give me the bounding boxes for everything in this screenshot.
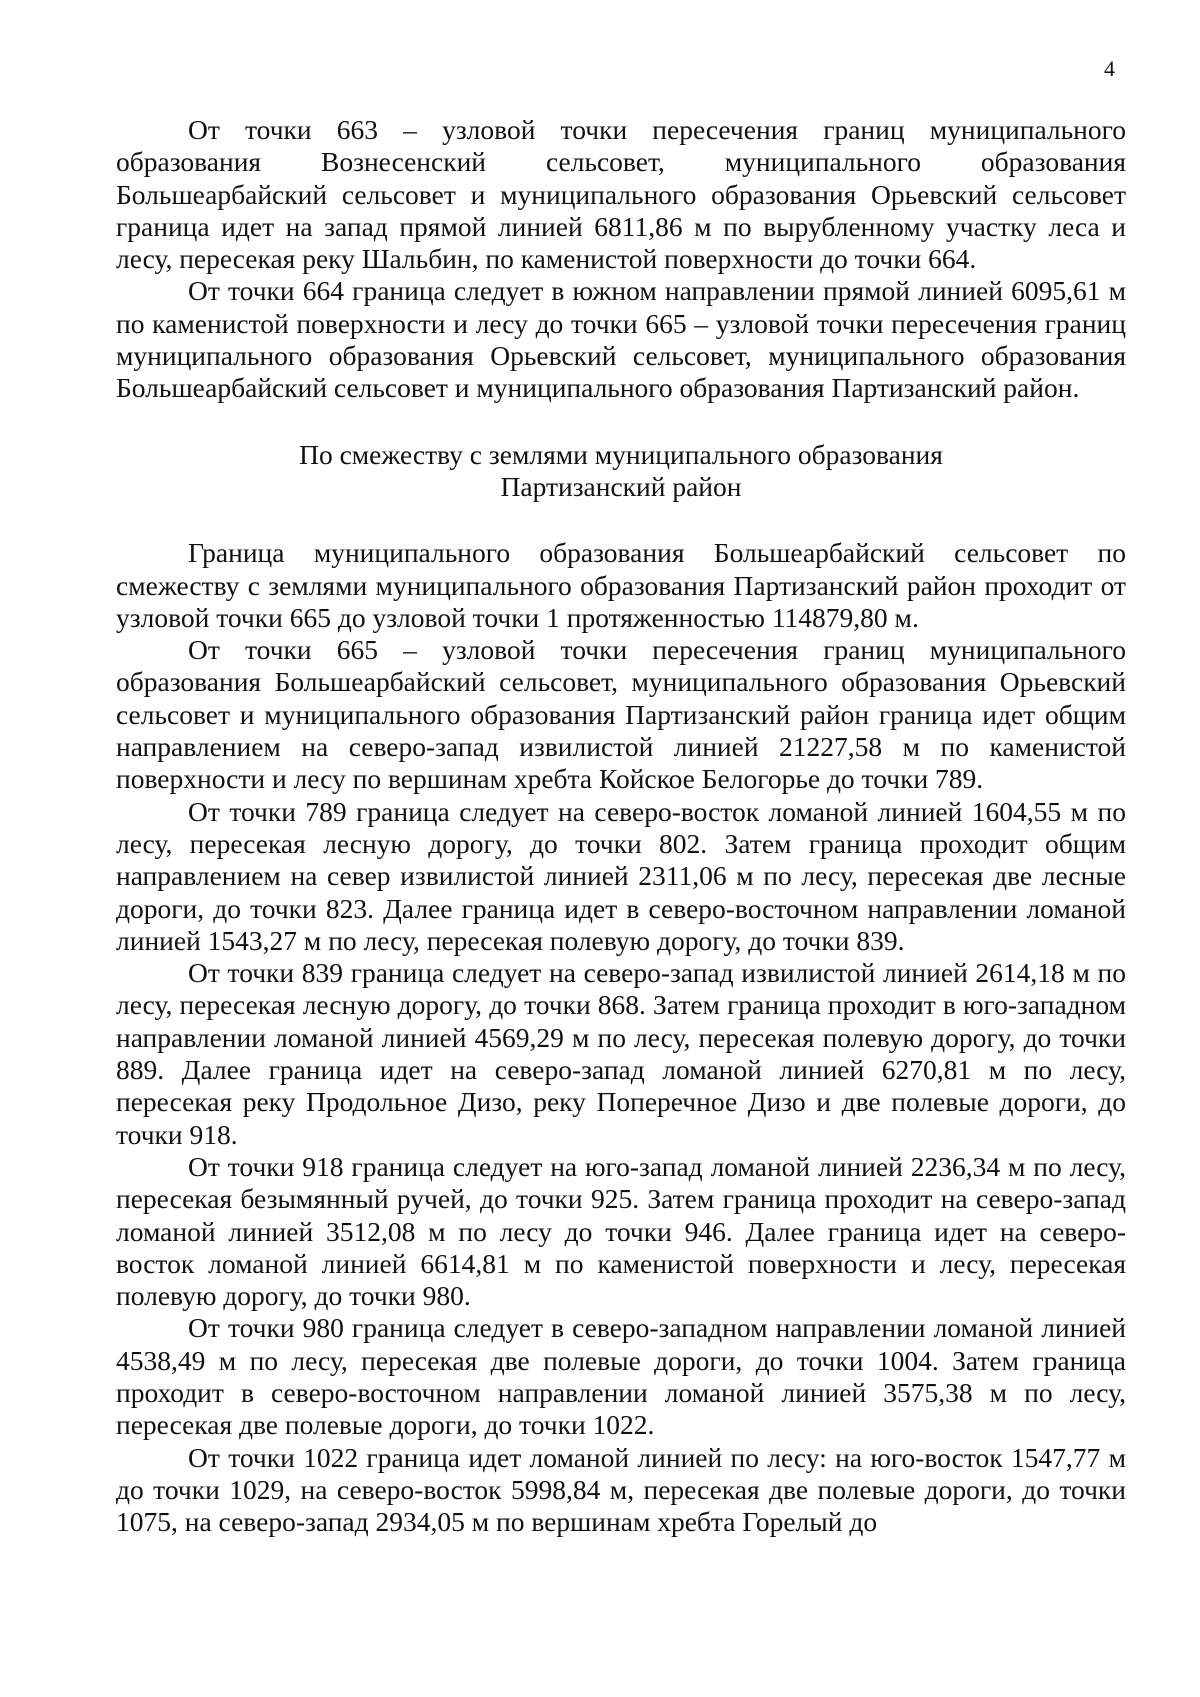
- paragraph: От точки 664 граница следует в южном направлении прямой линией 6095,61 м по каменистой поверхности и лесу до точки 665 – узловой точки пересечения границ муниципального образования Орьевский сельсовет, муниципального образования Большеарбайский сельсовет и муниципального образования Партизанский район.: [116, 275, 1126, 404]
- section-heading-line: Партизанский район: [500, 470, 742, 502]
- paragraph: От точки 918 граница следует на юго-запад ломаной линией 2236,34 м по лесу, пересекая безымянный ручей, до точки 925. Затем граница проходит на северо-запад ломаной линией 3512,08 м по лесу до точки 946. Далее граница идет на северо-восток ломаной линией 6614,81 м по каменистой поверхности и лесу, пересекая полевую дорогу, до точки 980.: [116, 1150, 1126, 1312]
- paragraph: Граница муниципального образования Большеарбайский сельсовет по смежеству с землями муниципального образования Партизанский район проходит от узловой точки 665 до узловой точки 1 протяженностью 114879,80 м.: [116, 537, 1126, 633]
- paragraph: От точки 839 граница следует на северо-запад извилистой линией 2614,18 м по лесу, пересекая лесную дорогу, до точки 868. Затем граница проходит в юго-западном направлении ломаной линией 4569,29 м по лесу, пересекая полевую дорогу, до точки 889. Далее граница идет на северо-запад ломаной линией 6270,81 м по лесу, пересекая реку Продольное Дизо, реку Поперечное Дизо и две полевые дороги, до точки 918.: [116, 957, 1126, 1150]
- paragraph: От точки 665 – узловой точки пересечения границ муниципального образования Большеарбайский сельсовет, муниципального образования Орьевский сельсовет и муниципального образования Партизанский район граница идет общим направлением на северо-запад извилистой линией 21227,58 м по каменистой поверхности и лесу по вершинам хребта Койское Белогорье до точки 789.: [116, 634, 1126, 795]
- section-heading: [116, 439, 1126, 504]
- section-heading-line: По смежеству с землями муниципального образования: [299, 438, 943, 470]
- paragraph: От точки 1022 граница идет ломаной линией по лесу: на юго-восток 1547,77 м до точки 1029, на северо-восток 5998,84 м, пересекая две полевые дороги, до точки 1075, на северо-запад 2934,05 м по вершинам хребта Горелый до: [116, 1441, 1126, 1538]
- page-number: 4: [1104, 56, 1115, 81]
- paragraph: От точки 789 граница следует на северо-восток ломаной линией 1604,55 м по лесу, пересекая лесную дорогу, до точки 802. Затем граница проходит общим направлением на север извилистой линией 2311,06 м по лесу, пересекая две лесные дороги, до точки 823. Далее граница идет в северо-восточном направлении ломаной линией 1543,27 м по лесу, пересекая полевую дорогу, до точки 839.: [116, 795, 1126, 956]
- document-body: [116, 114, 1126, 1538]
- paragraph: От точки 980 граница следует в северо-западном направлении ломаной линией 4538,49 м по лесу, пересекая две полевые дороги, до точки 1004. Затем граница проходит в северо-восточном направлении ломаной линией 3575,38 м по лесу, пересекая две полевые дороги, до точки 1022.: [116, 1312, 1126, 1441]
- paragraph: От точки 663 – узловой точки пересечения границ муниципального образования Вознесенский сельсовет, муниципального образования Большеарбайский сельсовет и муниципального образования Орьевский сельсовет граница идет на запад прямой линией 6811,86 м по вырубленному участку леса и лесу, пересекая реку Шальбин, по каменистой поверхности до точки 664.: [116, 114, 1126, 275]
